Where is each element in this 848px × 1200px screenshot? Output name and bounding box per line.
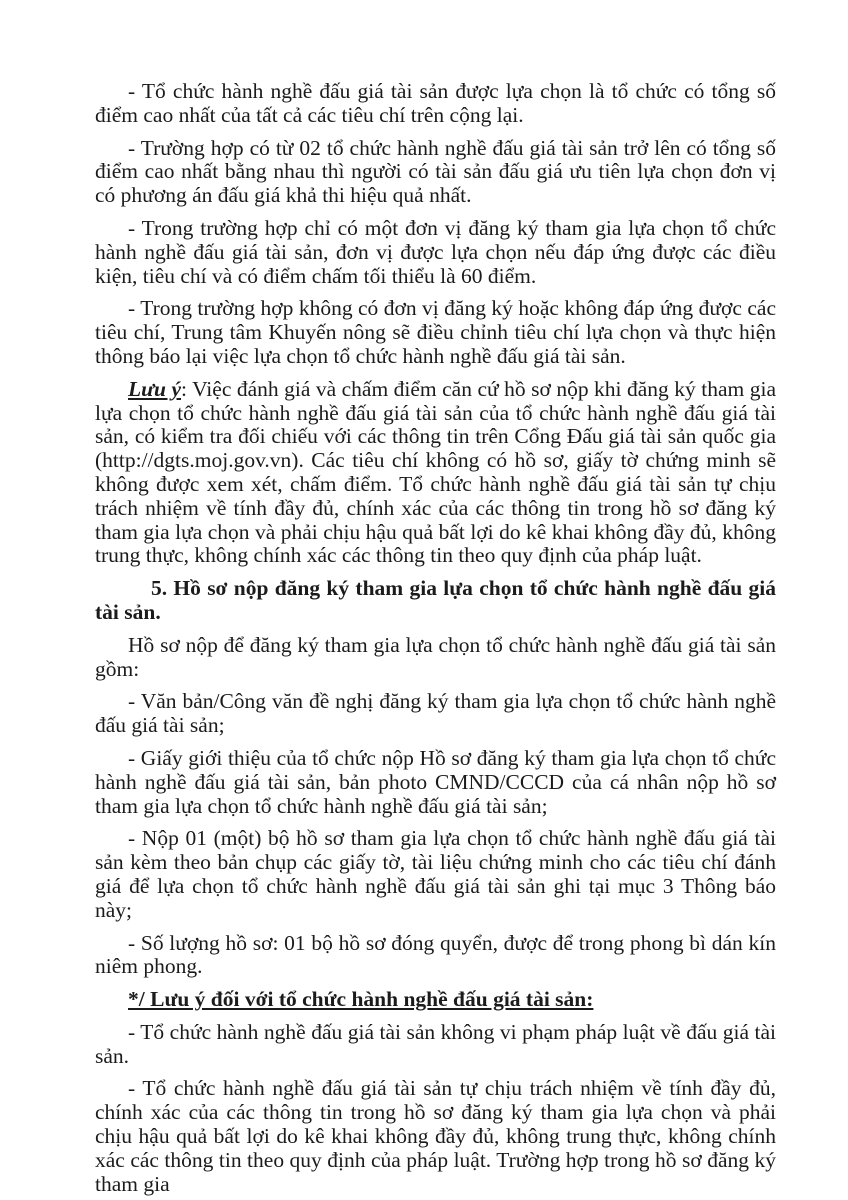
auction-org-note-item: - Tổ chức hành nghề đấu giá tài sản tự chịu trách nhiệm về tính đầy đủ, chính xác của các thông tin trong hồ sơ đăng ký tham gia lựa chọn và phải chịu hậu quả bất lợi do kê khai không đầy đủ, không trung thực, không chính xác các thông tin theo quy định của pháp luật. Trường hợp trong hồ sơ đăng ký tham gia xyxy=(95,1076,776,1196)
section-5-intro: Hồ sơ nộp để đăng ký tham gia lựa chọn tổ chức hành nghề đấu giá tài sản gồm: xyxy=(95,632,776,681)
selection-rule-paragraph: - Trong trường hợp chỉ có một đơn vị đăng ký tham gia lựa chọn tổ chức hành nghề đấu giá tài sản, đơn vị được lựa chọn nếu đáp ứng được các điều kiện, tiêu chí và có điểm chấm tối thiểu là 60 điểm. xyxy=(95,215,776,288)
auction-org-note-item: - Tổ chức hành nghề đấu giá tài sản không vi phạm pháp luật về đấu giá tài sản. xyxy=(95,1019,776,1068)
dossier-item: - Số lượng hồ sơ: 01 bộ hồ sơ đóng quyển, được để trong phong bì dán kín niêm phong. xyxy=(95,930,776,979)
note-body: : Việc đánh giá và chấm điểm căn cứ hồ sơ nộp khi đăng ký tham gia lựa chọn tổ chức hành nghề đấu giá tài sản của tổ chức hành nghề đấu giá tài sản, có kiểm tra đối chiếu với các thông tin trên Cổng Đấu giá tài sản quốc gia (http://dgts.moj.gov.vn). Các tiêu chí không có hồ sơ, giấy tờ chứng minh sẽ không được xem xét, chấm điểm. Tổ chức hành nghề đấu giá tài sản tự chịu trách nhiệm về tính đầy đủ, chính xác của các thông tin trong hồ sơ đăng ký tham gia lựa chọn và phải chịu hậu quả bất lợi do kê khai không đầy đủ, không trung thực, không chính xác các thông tin theo quy định của pháp luật. xyxy=(95,376,776,568)
section-5-heading: 5. Hồ sơ nộp đăng ký tham gia lựa chọn tổ chức hành nghề đấu giá tài sản. xyxy=(95,576,776,624)
document-text-block xyxy=(95,80,776,1196)
auction-org-note-heading: */ Lưu ý đối với tổ chức hành nghề đấu giá tài sản: xyxy=(128,987,594,1012)
selection-rule-paragraph: - Trường hợp có từ 02 tổ chức hành nghề đấu giá tài sản trở lên có tổng số điểm cao nhất bằng nhau thì người có tài sản đấu giá ưu tiên lựa chọn đơn vị có phương án đấu giá khả thi hiệu quả nhất. xyxy=(95,135,776,208)
dossier-item: - Nộp 01 (một) bộ hồ sơ tham gia lựa chọn tổ chức hành nghề đấu giá tài sản kèm theo bản chụp các giấy tờ, tài liệu chứng minh cho các tiêu chí đánh giá để lựa chọn tổ chức hành nghề đấu giá tài sản ghi tại mục 3 Thông báo này; xyxy=(95,826,776,922)
selection-rule-paragraph: - Tổ chức hành nghề đấu giá tài sản được lựa chọn là tổ chức có tổng số điểm cao nhất của tất cả các tiêu chí trên cộng lại. xyxy=(95,79,776,127)
note-lead-in: Lưu ý xyxy=(128,376,181,401)
dossier-item: - Văn bản/Công văn đề nghị đăng ký tham gia lựa chọn tổ chức hành nghề đấu giá tài sản; xyxy=(95,689,776,738)
note-paragraph xyxy=(95,378,776,568)
selection-rule-paragraph: - Trong trường hợp không có đơn vị đăng ký hoặc không đáp ứng được các tiêu chí, Trung tâm Khuyến nông sẽ điều chỉnh tiêu chí lựa chọn và thực hiện thông báo lại việc lựa chọn tổ chức hành nghề đấu giá tài sản. xyxy=(95,296,776,368)
dossier-item: - Giấy giới thiệu của tổ chức nộp Hồ sơ đăng ký tham gia lựa chọn tổ chức hành nghề đấu giá tài sản, bản photo CMND/CCCD của cá nhân nộp hồ sơ tham gia lựa chọn tổ chức hành nghề đấu giá tài sản; xyxy=(95,745,776,818)
